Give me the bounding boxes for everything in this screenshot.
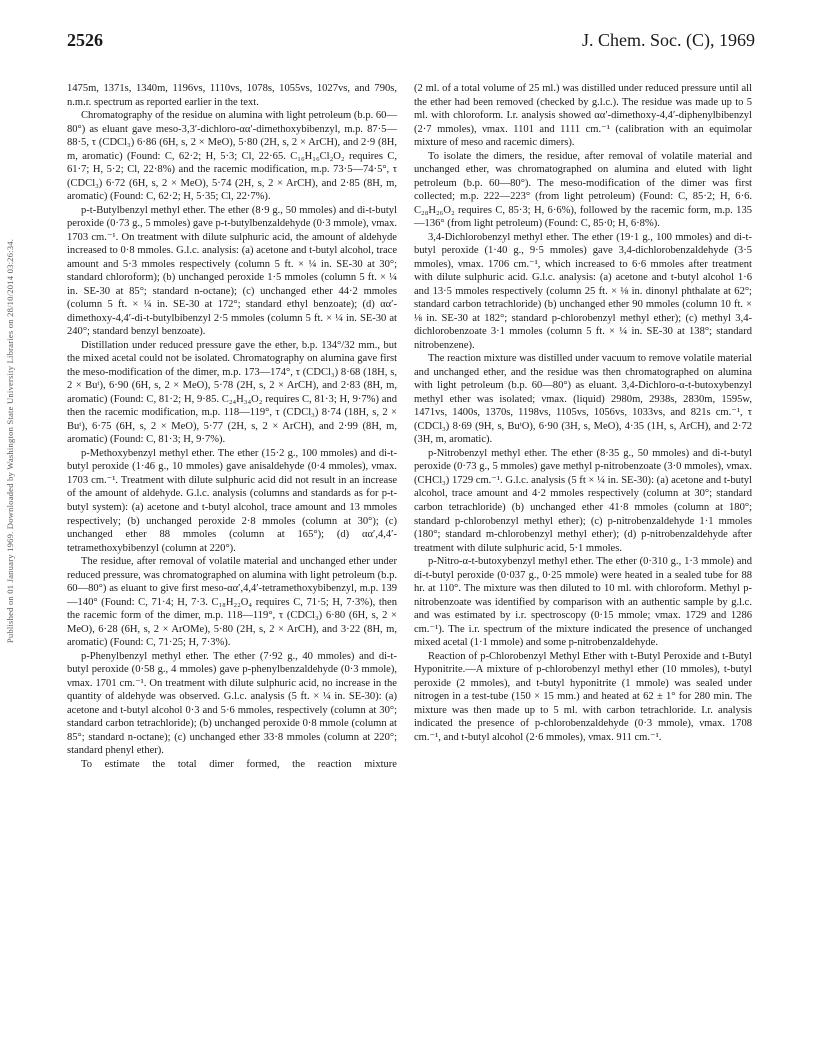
page-header [67,30,755,60]
page-number: 2526 [67,30,103,50]
paragraph: To estimate the total dimer formed, the reaction mixture [81,758,397,770]
paragraph: Distillation under reduced pressure gave the ether, b.p. 134°/32 mm., but the mixed acetal could not be isolated. Chromatography on alumina gave first the meso-modification of the dimer, m.p. 173—174°, τ (CDCl₃) 8·68 (18H, s, 2 × Buᵗ), 6·90 (6H, s, 2 × MeO), 5·78 (2H, s, 2 × ArCH), and 2·83 (8H, m, aromatic) (Found: C, 81·2; H, 9·85. C₂₄H₃₄O₂ requires C, 81·3; H, 9·7%) and then the racemic modification, m.p. 118—119°, τ (CDCl₃) 8·74 (18H, s, 2 × Buᵗ), 6·75 (6H, s, 2 × MeO), 5·77 (2H, s, 2 × ArCH), and 2·99 (8H, m, aromatic) (Found: C, 81·3; H, 9·7%). [67,339,397,446]
paragraph: p-Phenylbenzyl methyl ether. The ether (7·92 g., 40 mmoles) and di-t-butyl peroxide (0·58 g., 4 mmoles) gave p-phenylbenzaldehyde (0·3 mmole), νmax. 1701 cm.⁻¹. On treatment with dilute sulphuric acid, no increase in the quantity of aldehyde was observed. G.l.c. analysis (5 ft. × ¼ in. SE-30): (a) acetone and t-butyl alcohol 0·3 and 5·6 mmoles, respectively (column at 30°; standard carbon tetrachloride); (b) unchanged peroxide 0·8 mmole (column at 85°; standard n-octane); (c) unchanged ether 33·8 mmoles (column at 220°; standard phenyl ether). [67,650,397,757]
download-sidebar [0,0,22,1056]
paragraph: p-Nitrobenzyl methyl ether. The ether (8·35 g., 50 mmoles) and di-t-butyl peroxide (0·73 g., 5 mmoles) gave methyl p-nitrobenzoate (3·0 mmoles), νmax. (CHCl₃) 1729 cm.⁻¹. G.l.c. analysis (5 ft × ¼ in. SE-30): (a) acetone and t-butyl alcohol, trace amount and 4·2 mmoles respectively (column at 30°; standard carbon tetrachloride) (b) unchanged ether 41·8 mmoles (column at 180°; standard p-chlorobenzyl methyl ether); (c) p-nitrobenzaldehyde 1·1 mmoles (180°; standard m-chlorobenzyl methyl ether); (d) p-nitrobenzaldehyde after treatment with dilute sulphuric acid, 5·1 mmoles. [414,447,752,554]
paragraph: Reaction of p-Chlorobenzyl Methyl Ether with t-Butyl Peroxide and t-Butyl Hyponitrite.—A mixture of p-chlorobenzyl methyl ether (10 mmoles), t-butyl peroxide (2 mmoles), and t-butyl hyponitrite (1 mmole) was sealed under nitrogen in a test-tube (150 × 15 mm.) and heated at 62 ± 1° for 280 min. The mixture was then made up to 5 ml. with carbon tetrachloride. I.r. analysis indicated the presence of p-chlorobenzaldehyde (0·3 mmole), νmax. 1708 cm.⁻¹, and t-butyl alcohol (2·6 mmoles), νmax. 911 cm.⁻¹. [414,650,752,743]
paragraph: (2 ml. of a total volume of 25 ml.) was distilled under reduced pressure until all the ether had been removed (checked by g.l.c.). The residue was made up to 5 ml. with chloroform. I.r. analysis showed αα′-dimethoxy-4,4′-diphenylbibenzyl (2·7 mmoles), νmax. 1101 and 1111 cm.⁻¹ (calibration with an equimolar mixture of meso and racemic dimers). [414,83,752,149]
right-column [414,82,752,744]
journal-title: J. Chem. Soc. (C), 1969 [582,30,755,50]
paragraph: p-t-Butylbenzyl methyl ether. The ether (8·9 g., 50 mmoles) and di-t-butyl peroxide (0·73 g., 5 mmoles) gave p-t-butylbenzaldehyde (0·3 mmole), νmax. 1703 cm.⁻¹. On treatment with dilute sulphuric acid, the amount of aldehyde increased to 0·8 mmoles. G.l.c. analysis: (a) acetone and t-butyl alcohol, trace amount and 5·3 mmoles respectively (column 5 ft. × ¼ in. SE-30 at 30°; standard chloroform); (b) unchanged peroxide 1·5 mmoles (column 5 ft. × ¼ in. SE-30 at 85°; standard n-octane); (c) unchanged ether 44·2 mmoles (column 5 ft. × ¼ in. SE-30 at 172°; standard ethyl benzoate); (d) αα′-dimethoxy-4,4′-di-t-butylbibenzyl 2·5 mmoles (column 5 ft. × ¼ in. SE-30 at 240°; standard benzyl benzoate). [67,204,397,338]
paragraph: The residue, after removal of volatile material and unchanged ether under reduced pressure, was chromatographed on alumina with light petroleum (b.p. 60—80°) as eluant to give first meso-αα′,4,4′-tetramethoxybibenzyl, m.p. 139—140° (Found: C, 71·4; H, 7·3. C₁₈H₂₂O₄ requires C, 71·5; H, 7·3%), then the racemic form of the dimer, m.p. 118—119°, τ (CDCl₃) 6·80 (6H, s, 2 × MeO), 6·28 (6H, s, 2 × ArOMe), 5·80 (2H, s, 2 × ArCH), and 3·22 (8H, m, aromatic) (Found: C, 71·25; H, 7·3%). [67,556,397,649]
paragraph: Chromatography of the residue on alumina with light petroleum (b.p. 60—80°) as eluant gave meso-3,3′-dichloro-αα′-dimethoxybibenzyl, m.p. 87·5—88·5, τ (CDCl₃) 6·86 (6H, s, 2 × MeO), 5·80 (2H, s, 2 × ArCH), and 2·9 (8H, m, aromatic) (Found: C, 62·2; H, 5·3; Cl, 22·65. C₁₆H₁₆Cl₂O₂ requires C, 61·7; H, 5·2; Cl, 22·8%) and the racemic modification, m.p. 73·5—74·5°, τ (CDCl₃) 6·72 (6H, s, 2 × MeO), 5·74 (2H, s, 2 × ArCH), and 2·85 (8H, m, aromatic) (Found: C, 62·2; H, 5·35; Cl, 22·7%). [67,110,397,203]
paragraph: p-Nitro-α-t-butoxybenzyl methyl ether. The ether (0·310 g., 1·3 mmole) and di-t-butyl peroxide (0·037 g., 0·25 mmole) were heated in a sealed tube for 88 hr. at 110°. The mixture was then diluted to 10 ml. with chloroform. Methyl p-nitrobenzoate was identified by comparison with an authentic sample by g.l.c. and was estimated by i.r. spectroscopy (0·15 mmole; νmax. 1729 and 1286 cm.⁻¹). The i.r. spectrum of the mixture indicated the presence of unchanged mixed acetal (1·1 mmole) and some p-nitrobenzaldehyde. [414,556,752,649]
paragraph: 3,4-Dichlorobenzyl methyl ether. The ether (19·1 g., 100 mmoles) and di-t-butyl peroxide (1·40 g., 9·5 mmoles) gave 3,4-dichlorobenzaldehyde (3·5 mmoles), νmax. 1706 cm.⁻¹, which increased to 6·6 mmoles after treatment with dilute sulphuric acid. G.l.c. analysis: (a) acetone and t-butyl alcohol 1·6 and 13·5 mmoles respectively (column 25 ft. × ⅛ in. dinonyl phthalate at 62°; standard carbon tetrachloride) (b) unchanged ether 90 mmoles (column 10 ft. × ⅛ in. SE-30 at 182°; standard p-chlorobenzyl methyl ether); (c) methyl 3,4-dichlorobenzoate 3·1 mmoles (column 5 ft. × ¼ in. SE-30 at 138°; standard nitrobenzene). [414,231,752,351]
left-column [67,82,397,771]
paragraph: To isolate the dimers, the residue, after removal of volatile material and unchanged ether, was chromatographed on alumina and eluted with light petroleum (b.p. 60—80°). The meso-modification of the dimer was first collected; m.p. 222—223° (from light petroleum) (Found: C, 85·2; H, 6·6. C₂₈H₂₆O₂ requires C, 85·3; H, 6·6%), followed by the racemic form, m.p. 135—136° (from light petroleum) (Found: C, 85·0; H, 6·8%). [414,150,752,230]
paragraph: 1475m, 1371s, 1340m, 1196vs, 1110vs, 1078s, 1055vs, 1027vs, and 790s, n.m.r. spectrum as reported earlier in the text. [67,83,397,108]
paragraph: p-Methoxybenzyl methyl ether. The ether (15·2 g., 100 mmoles) and di-t-butyl peroxide (1·46 g., 10 mmoles) gave anisaldehyde (0·4 mmoles), νmax. 1703 cm.⁻¹. Treatment with dilute sulphuric acid did not result in an increase of the amount of aldehyde. G.l.c. analysis (columns and standards as for p-t-butyl system): (a) acetone and t-butyl alcohol, trace amount and 13 mmoles respectively; (b) unchanged peroxide 2·8 mmoles (column at 30°); (c) unchanged ether 88 mmoles (column at 165°); (d) αα′,4,4′-tetramethoxybibenzyl (column at 220°). [67,447,397,554]
download-note: Published on 01 January 1969. Downloaded by Washington State University Libraries on 28/10/2014 03:26:34. [5,238,15,644]
paragraph: The reaction mixture was distilled under vacuum to remove volatile material and unchanged ether, and the residue was then chromatographed on alumina with light petroleum (b.p. 60—80°) as eluant. 3,4-Dichloro-α-t-butoxybenzyl methyl ether was isolated; νmax. (liquid) 2980m, 2938s, 2830m, 1595w, 1471vs, 1400s, 1370s, 1198vs, 1105vs, 1056vs, 1033vs, and 821s cm.⁻¹, τ (CDCl₃) 8·69 (9H, s, BuᵗO), 6·90 (3H, s, MeO), 4·35 (1H, s, ArCH), and 2·72 (3H, m, aromatic). [414,353,752,446]
